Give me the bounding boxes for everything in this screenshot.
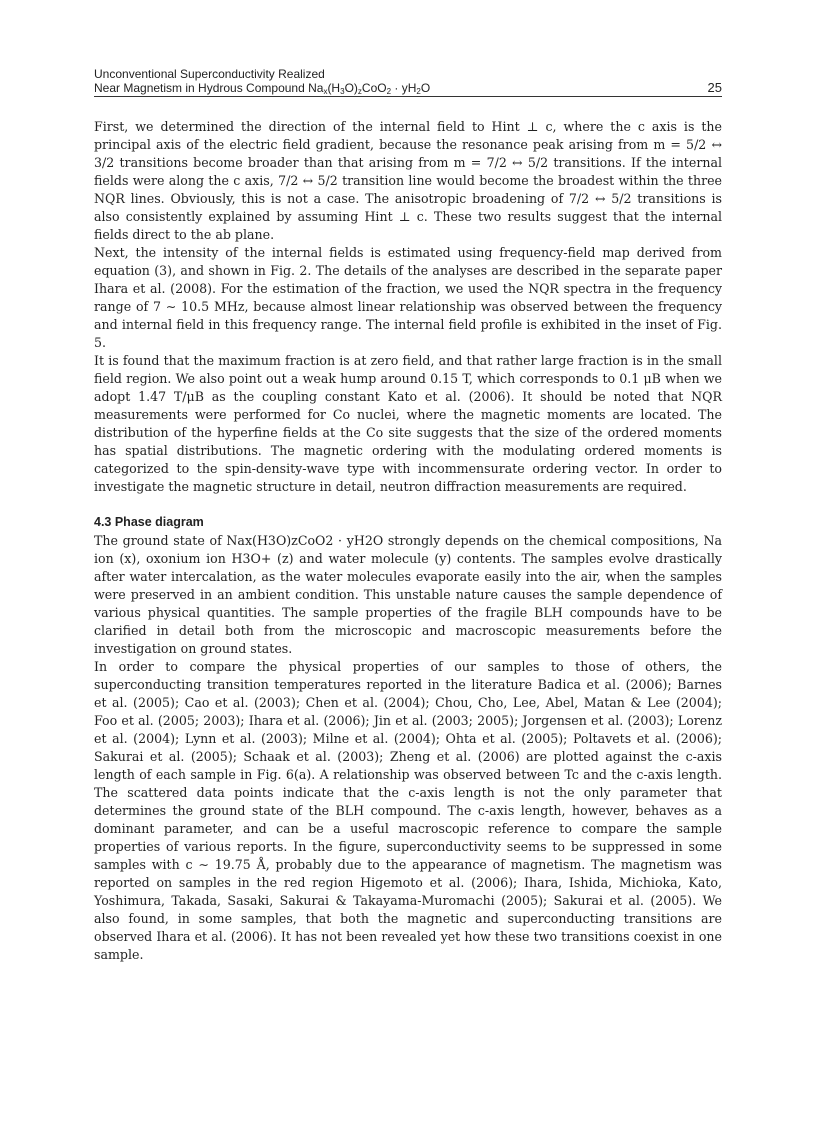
header-title-line2: Near Magnetism in Hydrous Compound $Na_x(H_3O)_zCoO_2 \cdot yH_2O$ — [94, 81, 431, 96]
paragraph: In order to compare the physical properties of our samples to those of others, the superconducting transition temperatures reported in the literature Badica et al. (2006); Barnes et al. (2005); Cao et al. (2003); Chen et al. (2004); Chou, Cho, Lee, Abel, Matan & Lee (2004); Foo et al. (2005; 2003); Ihara et al. (2006); Jin et al. (2003; 2005); Jorgensen et al. (2003); Lorenz et al. (2004); Lynn et al. (2003); Milne et al. (2004); Ohta et al. (2005); Poltavets et al. (2006); Sakurai et al. (2005); Schaak et al. (2003); Zheng et al. (2006) are plotted against the c-axis length of each sample in Fig. 6(a). A relationship was observed between Tc and the c-axis length. The scattered data points indicate that the c-axis length is not the only parameter that determines the ground state of the BLH compound. The c-axis length, however, behaves as a dominant parameter, and can be a useful macroscopic reference to compare the sample properties of various reports. In the figure, superconductivity seems to be suppressed in some samples with c ∼ 19.75 Å, probably due to the appearance of magnetism. The magnetism was reported on samples in the red region Higemoto et al. (2006); Ihara, Ishida, Michioka, Kato, Yoshimura, Takada, Sasaki, Sakurai & Takayama-Muromachi (2005); Sakurai et al. (2005). We also found, in some samples, that both the magnetic and superconducting transitions are observed Ihara et al. (2006). It has not been revealed yet how these two transitions coexist in one sample. — [94, 659, 722, 962]
header-rule — [94, 96, 722, 97]
section-heading: 4.3 Phase diagram — [94, 515, 204, 529]
paragraph: The ground state of Nax(H3O)zCoO2 · yH2O strongly depends on the chemical compositions, Na ion (x), oxonium ion H3O+ (z) and water molecule (y) contents. The samples evolve drastically after water intercalation, as the water molecules evaporate easily into the air, when the samples were preserved in an ambient condition. This unstable nature causes the sample dependence of various physical quantities. The sample properties of the fragile BLH compounds have to be clarified in detail both from the microscopic and macroscopic measurements before the investigation on ground states. — [94, 533, 722, 656]
paragraph: Next, the intensity of the internal fields is estimated using frequency-field map derived from equation (3), and shown in Fig. 2. The details of the analyses are described in the separate paper Ihara et al. (2008). For the estimation of the fraction, we used the NQR spectra in the frequency range of 7 ∼ 10.5 MHz, because almost linear relationship was observed between the frequency and internal field in this frequency range. The internal field profile is exhibited in the inset of Fig. 5. — [94, 245, 722, 350]
paragraph: It is found that the maximum fraction is at zero field, and that rather large fraction is in the small field region. We also point out a weak hump around 0.15 T, which corresponds to 0.1 μB when we adopt 1.47 T/μB as the coupling constant Kato et al. (2006). It should be noted that NQR measurements were performed for Co nuclei, where the magnetic moments are located. The distribution of the hyperfine fields at the Co site suggests that the size of the ordered moments has spatial distributions. The magnetic ordering with the modulating ordered moments is categorized to the spin-density-wave type with incommensurate ordering vector. In order to investigate the magnetic structure in detail, neutron diffraction measurements are required. — [94, 353, 722, 494]
running-header — [94, 67, 722, 99]
header-title-line1: Unconventional Superconductivity Realized — [94, 67, 325, 81]
paragraph: First, we determined the direction of the internal field to Hint ⊥ c, where the c axis is the principal axis of the electric field gradient, because the resonance peak arising from m = 5/2 ↔ 3/2 transitions become broader than that arising from m = 7/2 ↔ 5/2 transitions. If the internal fields were along the c axis, 7/2 ↔ 5/2 transition line would become the broadest within the three NQR lines. Obviously, this is not a case. The anisotropic broadening of 7/2 ↔ 5/2 transitions is also consistently explained by assuming Hint ⊥ c. These two results suggest that the internal fields direct to the ab plane. — [94, 119, 722, 242]
main-text — [94, 118, 722, 964]
page-number: 25 — [707, 80, 722, 95]
